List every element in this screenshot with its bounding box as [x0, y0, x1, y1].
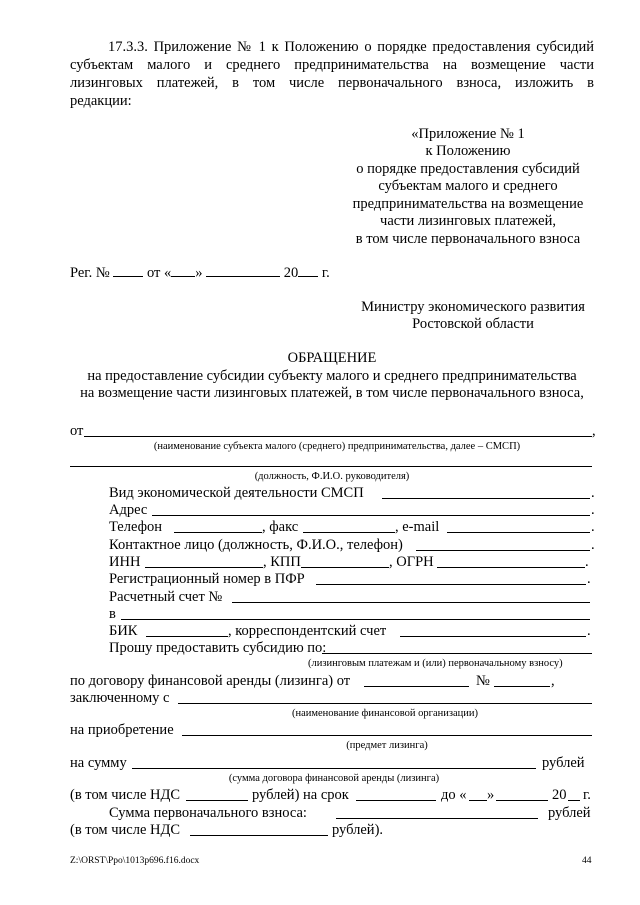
- organization-field[interactable]: [178, 703, 592, 704]
- entity-name-field[interactable]: [84, 436, 592, 437]
- corr-label: , корреспондентский счет: [228, 623, 387, 639]
- contact-label: Контактное лицо (должность, Ф.И.О., телефон): [109, 537, 403, 553]
- phone-field[interactable]: [174, 532, 262, 533]
- account-label: Расчетный счет №: [109, 589, 223, 605]
- contact-dot: .: [591, 537, 595, 553]
- corr-field[interactable]: [400, 636, 586, 637]
- pfr-field[interactable]: [316, 584, 586, 585]
- reg-day-field[interactable]: [171, 263, 195, 277]
- amount-rub: рублей: [542, 755, 585, 771]
- appendix-line-4: субъектам малого и среднего: [378, 178, 558, 194]
- head-name-field[interactable]: [70, 466, 592, 467]
- ogrn-dot: .: [585, 554, 589, 570]
- email-label: , e-mail: [395, 519, 440, 535]
- footer-path: Z:\ORST\Ppo\1013p696.f16.docx: [70, 856, 200, 866]
- email-dot: .: [591, 519, 595, 535]
- contract-label: по договору финансовой аренды (лизинга) от: [70, 673, 351, 689]
- initial-field[interactable]: [336, 818, 538, 819]
- until-year-field[interactable]: [568, 800, 580, 801]
- registration-line: [70, 263, 330, 282]
- request-field[interactable]: [322, 653, 592, 654]
- contract-comma: ,: [551, 673, 555, 689]
- reg-month-field[interactable]: [206, 263, 280, 277]
- vat2-open-label: (в том числе НДС: [70, 822, 181, 838]
- term-field[interactable]: [356, 800, 436, 801]
- contract-date-field[interactable]: [364, 686, 469, 687]
- appendix-line-6: части лизинговых платежей,: [380, 213, 556, 229]
- addressee-line-1: Министру экономического развития: [361, 299, 585, 315]
- address-field[interactable]: [152, 515, 590, 516]
- intro-line-3: лизинговых платежей, в том числе первоначального взноса, изложить в: [70, 75, 594, 91]
- until-g: г.: [583, 787, 591, 803]
- appendix-line-5: предпринимательства на возмещение: [352, 196, 584, 212]
- until-month-field[interactable]: [496, 800, 548, 801]
- bik-field[interactable]: [146, 636, 228, 637]
- intro-line-1: 17.3.3. Приложение № 1 к Положению о порядке предоставления субсидий: [108, 39, 594, 55]
- intro-line-4: редакции:: [70, 93, 132, 109]
- vat-close-label: рублей) на срок: [252, 787, 349, 803]
- fax-label: , факс: [262, 519, 299, 535]
- title-sub-2: на возмещение части лизинговых платежей, в том числе первоначального взноса,: [80, 385, 584, 401]
- request-label: Прошу предоставить субсидию по:: [109, 640, 327, 656]
- until-close: »: [487, 787, 495, 803]
- vat-field[interactable]: [186, 800, 248, 801]
- initial-label: Сумма первоначального взноса:: [109, 805, 307, 821]
- kpp-label: , КПП: [263, 554, 301, 570]
- from-label: от: [70, 423, 84, 439]
- vat2-close-label: рублей).: [332, 822, 384, 838]
- until-year-prefix: 20: [552, 787, 567, 803]
- activity-dot: .: [591, 485, 595, 501]
- address-label: Адрес: [109, 502, 148, 518]
- ogrn-field[interactable]: [437, 567, 585, 568]
- activity-label: Вид экономической деятельности СМСП: [109, 485, 364, 501]
- reg-from: от «: [146, 265, 172, 281]
- reg-year-prefix: 20: [283, 265, 299, 281]
- lease-subject-field[interactable]: [182, 735, 592, 736]
- account-field[interactable]: [232, 602, 590, 603]
- reg-close-quote: »: [195, 265, 203, 281]
- vat-open-label: (в том числе НДС: [70, 787, 181, 803]
- contract-num-label: №: [476, 673, 490, 689]
- concluded-label: заключенному с: [70, 690, 170, 706]
- contact-field[interactable]: [416, 550, 590, 551]
- contract-number-field[interactable]: [494, 686, 550, 687]
- bik-label: БИК: [109, 623, 138, 639]
- document-title: ОБРАЩЕНИЕ: [287, 350, 377, 366]
- inn-field[interactable]: [145, 567, 263, 568]
- caption-payments: (лизинговым платежам и (или) первоначальному взносу): [308, 658, 563, 669]
- phone-label: Телефон: [109, 519, 162, 535]
- title-sub-1: на предоставление субсидии субъекту малого и среднего предпринимательства: [87, 368, 577, 384]
- caption-subject: (предмет лизинга): [346, 740, 428, 751]
- until-day-field[interactable]: [469, 800, 487, 801]
- from-comma: ,: [592, 423, 596, 439]
- amount-field[interactable]: [132, 768, 536, 769]
- bank-in-label: в: [109, 606, 116, 622]
- reg-g: г.: [321, 265, 330, 281]
- caption-head: (должность, Ф.И.О. руководителя): [254, 471, 410, 482]
- caption-sum: (сумма договора финансовой аренды (лизинга): [228, 773, 440, 784]
- intro-line-2: субъектам малого и среднего предпринимательства на возмещение части: [70, 57, 594, 73]
- appendix-line-3: о порядке предоставления субсидий: [356, 161, 580, 177]
- purchase-label: на приобретение: [70, 722, 174, 738]
- caption-org: (наименование финансовой организации): [291, 708, 479, 719]
- activity-field[interactable]: [382, 498, 590, 499]
- amount-label: на сумму: [70, 755, 127, 771]
- appendix-line-7: в том числе первоначального взноса: [355, 231, 581, 247]
- pfr-label: Регистрационный номер в ПФР: [109, 571, 305, 587]
- addressee-line-2: Ростовской области: [412, 316, 534, 332]
- fax-field[interactable]: [303, 532, 395, 533]
- initial-rub: рублей: [548, 805, 591, 821]
- appendix-line-1: «Приложение № 1: [411, 126, 525, 142]
- until-label: до «: [441, 787, 467, 803]
- vat2-field[interactable]: [190, 835, 328, 836]
- ogrn-label: , ОГРН: [389, 554, 434, 570]
- caption-entity: (наименование субъекта малого (среднего) предпринимательства, далее – СМСП): [153, 441, 521, 452]
- address-dot: .: [591, 502, 595, 518]
- bank-field[interactable]: [121, 619, 590, 620]
- reg-prefix: Рег. №: [70, 265, 110, 281]
- pfr-dot: .: [587, 571, 591, 587]
- reg-year-field[interactable]: [298, 263, 318, 277]
- email-field[interactable]: [447, 532, 590, 533]
- inn-label: ИНН: [109, 554, 141, 570]
- kpp-field[interactable]: [301, 567, 389, 568]
- corr-dot: .: [587, 623, 591, 639]
- appendix-line-2: к Положению: [425, 143, 511, 159]
- page-number: 44: [582, 856, 592, 866]
- reg-number-field[interactable]: [113, 263, 143, 277]
